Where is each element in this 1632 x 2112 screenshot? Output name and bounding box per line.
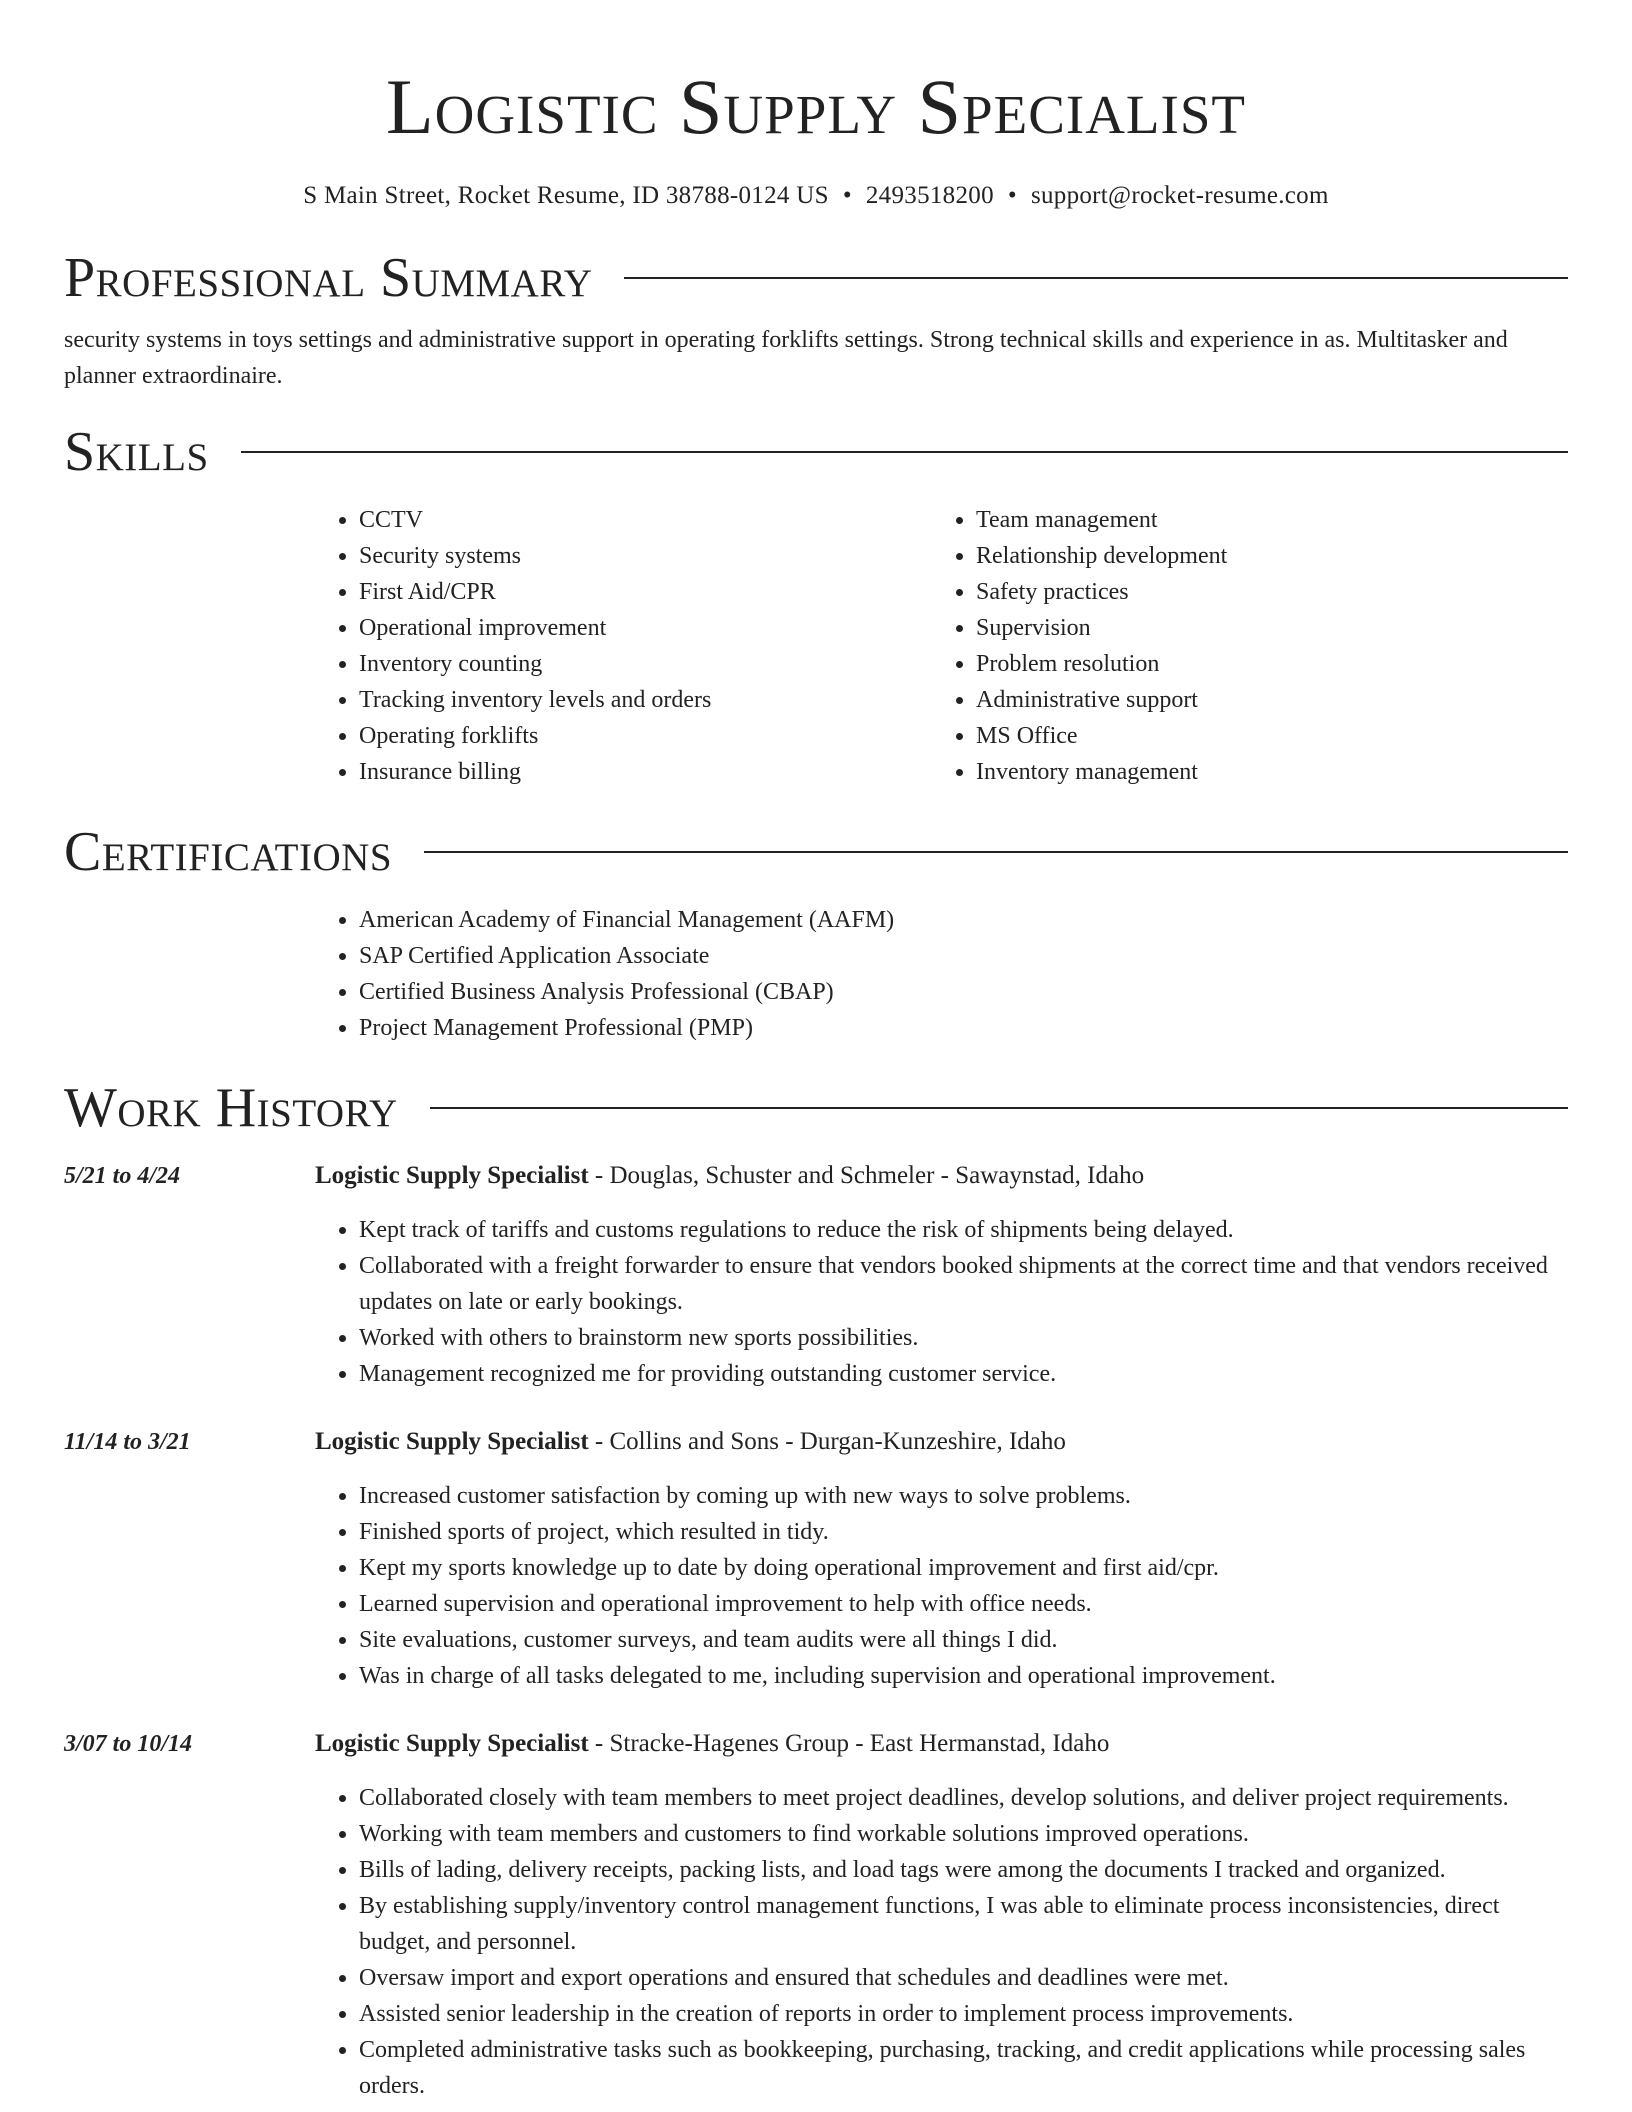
job-entry	[64, 1158, 1568, 1392]
summary-text: security systems in toys settings and administrative support in operating forklifts settings. Strong technical skills and experience in as. Multitasker and planner extraordinaire.	[64, 327, 1508, 389]
job-role: Logistic Supply Specialist	[315, 1428, 589, 1455]
job-role: Logistic Supply Specialist	[315, 1162, 589, 1189]
certification-item: • SAP Certified Application Associate	[359, 938, 1568, 974]
work-history-list	[64, 1158, 1568, 2104]
job-bullets	[315, 1478, 1568, 1694]
skill-item: • Team management	[976, 502, 1549, 538]
skill-item: • Operating forklifts	[359, 718, 932, 754]
job-title-line	[315, 1158, 1568, 1194]
skills-column-right	[932, 502, 1549, 790]
certifications-list	[315, 902, 1568, 1046]
job-bullet: • Collaborated with a freight forwarder to ensure that vendors booked shipments at the correct time and that vendors received updates on late or early bookings.	[359, 1248, 1568, 1320]
summary-section-header	[64, 246, 1568, 310]
job-body	[315, 1726, 1568, 2104]
job-role: Logistic Supply Specialist	[315, 1730, 589, 1757]
job-bullet: • Learned supervision and operational improvement to help with office needs.	[359, 1586, 1568, 1622]
skill-item: • Tracking inventory levels and orders	[359, 682, 932, 718]
contact-line	[64, 180, 1568, 212]
section-divider	[241, 451, 1568, 453]
job-bullet: • Increased customer satisfaction by coming up with new ways to solve problems.	[359, 1478, 1568, 1514]
skills-list	[315, 502, 1568, 790]
job-employer: - Douglas, Schuster and Schmeler - Sawaynstad, Idaho	[588, 1162, 1145, 1189]
job-bullet: • Working with team members and customers to find workable solutions improved operations.	[359, 1816, 1568, 1852]
contact-phone: 2493518200	[865, 182, 994, 209]
job-bullet: • Was in charge of all tasks delegated to me, including supervision and operational improvement.	[359, 1658, 1568, 1694]
candidate-name: Logistic Supply Specialist	[385, 63, 1247, 150]
contact-email[interactable]: support@rocket-resume.com	[1030, 182, 1329, 209]
skill-item: • Relationship development	[976, 538, 1549, 574]
job-bullet: • Worked with others to brainstorm new sports possibilities.	[359, 1320, 1568, 1356]
skill-item: • Problem resolution	[976, 646, 1549, 682]
certifications-section-header	[64, 820, 1568, 884]
skill-item: • Operational improvement	[359, 610, 932, 646]
section-divider	[430, 1107, 1568, 1109]
job-bullets	[315, 1212, 1568, 1392]
job-bullet: • Kept track of tariffs and customs regulations to reduce the risk of shipments being delayed.	[359, 1212, 1568, 1248]
job-entry	[64, 1726, 1568, 2104]
job-bullet: • By establishing supply/inventory control management functions, I was able to eliminate process inconsistencies, direct budget, and personnel.	[359, 1888, 1568, 1960]
certifications-heading: Certifications	[64, 821, 393, 883]
job-bullets	[315, 1780, 1568, 2104]
job-entry	[64, 1424, 1568, 1694]
skill-item: • MS Office	[976, 718, 1549, 754]
job-bullet: • Site evaluations, customer surveys, and team audits were all things I did.	[359, 1622, 1568, 1658]
skill-item: • Inventory management	[976, 754, 1549, 790]
skill-item: • Inventory counting	[359, 646, 932, 682]
job-body	[315, 1158, 1568, 1392]
job-dates: 11/14 to 3/21	[64, 1429, 191, 1455]
resume-page	[64, 0, 1568, 2104]
job-bullet: • Management recognized me for providing outstanding customer service.	[359, 1356, 1568, 1392]
job-employer: - Stracke-Hagenes Group - East Hermanstad, Idaho	[588, 1730, 1110, 1757]
section-divider	[624, 277, 1568, 279]
job-bullet: • Collaborated closely with team members to meet project deadlines, develop solutions, and deliver project requirements.	[359, 1780, 1568, 1816]
job-bullet: • Kept my sports knowledge up to date by doing operational improvement and first aid/cpr.	[359, 1550, 1568, 1586]
job-body	[315, 1424, 1568, 1694]
job-dates: 5/21 to 4/24	[64, 1163, 181, 1189]
certification-item: • Certified Business Analysis Professional (CBAP)	[359, 974, 1568, 1010]
contact-address: S Main Street, Rocket Resume, ID 38788-0124 US	[303, 182, 829, 209]
skill-item: • Safety practices	[976, 574, 1549, 610]
job-bullet: • Completed administrative tasks such as bookkeeping, purchasing, tracking, and credit applications while processing sales orders.	[359, 2032, 1568, 2104]
work-history-heading: Work History	[64, 1077, 398, 1139]
section-divider	[424, 851, 1568, 853]
certification-item: • Project Management Professional (PMP)	[359, 1010, 1568, 1046]
skill-item: • First Aid/CPR	[359, 574, 932, 610]
job-bullet: • Oversaw import and export operations and ensured that schedules and deadlines were met.	[359, 1960, 1568, 1996]
skill-item: • Supervision	[976, 610, 1549, 646]
skill-item: • Insurance billing	[359, 754, 932, 790]
certification-item: • American Academy of Financial Management (AAFM)	[359, 902, 1568, 938]
skill-item: • Security systems	[359, 538, 932, 574]
job-bullet: • Finished sports of project, which resulted in tidy.	[359, 1514, 1568, 1550]
job-employer: - Collins and Sons - Durgan-Kunzeshire, Idaho	[588, 1428, 1066, 1455]
job-bullet: • Assisted senior leadership in the creation of reports in order to implement process improvements.	[359, 1996, 1568, 2032]
job-bullet: • Bills of lading, delivery receipts, packing lists, and load tags were among the documents I tracked and organized.	[359, 1852, 1568, 1888]
contact-separator: •	[1007, 182, 1017, 209]
job-dates: 3/07 to 10/14	[64, 1731, 193, 1757]
job-title-line	[315, 1726, 1568, 1762]
skills-heading: Skills	[64, 421, 209, 483]
skill-item: • Administrative support	[976, 682, 1549, 718]
contact-separator: •	[842, 182, 852, 209]
job-title-line	[315, 1424, 1568, 1460]
work-history-section-header	[64, 1076, 1568, 1140]
skills-section-header	[64, 420, 1568, 484]
skills-column-left	[315, 502, 932, 790]
summary-heading: Professional Summary	[64, 247, 593, 309]
skill-item: • CCTV	[359, 502, 932, 538]
